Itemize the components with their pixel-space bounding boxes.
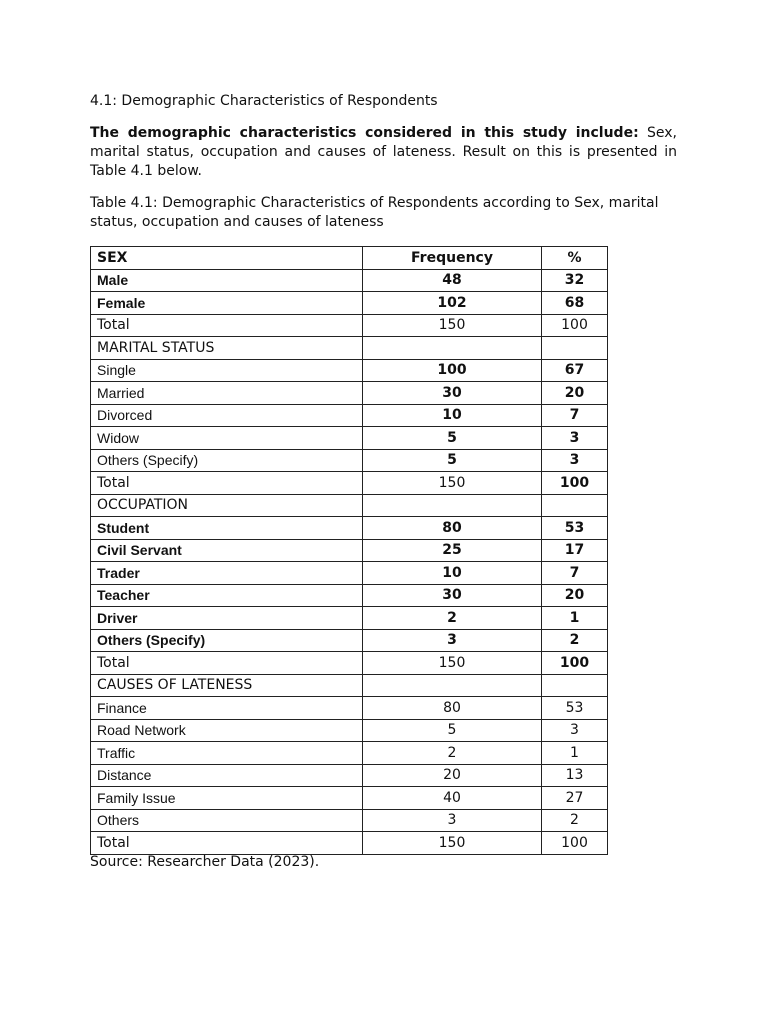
row-percent: 100 [542, 472, 608, 495]
table-row [91, 607, 608, 630]
row-percent: 3 [542, 427, 608, 450]
table-row [91, 292, 608, 315]
row-percent: 27 [542, 787, 608, 810]
row-frequency: 5 [363, 719, 542, 742]
table-row [91, 719, 608, 742]
row-label: Trader [91, 562, 363, 585]
row-percent: 68 [542, 292, 608, 315]
header-percent: % [542, 247, 608, 270]
row-frequency: 150 [363, 832, 542, 855]
table-row [91, 517, 608, 540]
row-label: Distance [91, 764, 363, 787]
table-row [91, 269, 608, 292]
row-percent: 1 [542, 607, 608, 630]
row-label: MARITAL STATUS [91, 337, 363, 360]
row-label: Female [91, 292, 363, 315]
row-percent: 20 [542, 584, 608, 607]
table-row [91, 697, 608, 720]
row-frequency: 5 [363, 449, 542, 472]
row-percent: 67 [542, 359, 608, 382]
row-percent: 13 [542, 764, 608, 787]
row-frequency: 30 [363, 584, 542, 607]
row-frequency: 2 [363, 607, 542, 630]
header-sex: SEX [91, 247, 363, 270]
row-percent: 32 [542, 269, 608, 292]
row-frequency: 80 [363, 697, 542, 720]
row-label: Civil Servant [91, 539, 363, 562]
table-row [91, 427, 608, 450]
intro-paragraph [90, 124, 677, 181]
row-frequency: 2 [363, 742, 542, 765]
intro-bold-lead: The demographic characteristics considered in this study include: [90, 125, 639, 141]
table-row [91, 787, 608, 810]
section-heading: 4.1: Demographic Characteristics of Respondents [90, 93, 438, 109]
row-label: Total [91, 472, 363, 495]
table-row [91, 629, 608, 652]
row-frequency [363, 337, 542, 360]
row-frequency: 40 [363, 787, 542, 810]
row-percent: 20 [542, 382, 608, 405]
row-label: Teacher [91, 584, 363, 607]
row-frequency: 10 [363, 562, 542, 585]
row-label: Family Issue [91, 787, 363, 810]
row-percent: 7 [542, 404, 608, 427]
row-label: Student [91, 517, 363, 540]
row-percent: 1 [542, 742, 608, 765]
row-label: Driver [91, 607, 363, 630]
row-frequency: 80 [363, 517, 542, 540]
table-header-row [91, 247, 608, 270]
table-row [91, 809, 608, 832]
row-percent [542, 494, 608, 517]
row-percent: 100 [542, 314, 608, 337]
row-percent: 100 [542, 832, 608, 855]
table-row [91, 652, 608, 675]
table-row [91, 494, 608, 517]
row-label: OCCUPATION [91, 494, 363, 517]
table-row [91, 562, 608, 585]
table-caption: Table 4.1: Demographic Characteristics of Respondents according to Sex, marital status, occupation and causes of lateness [90, 195, 659, 230]
source-note: Source: Researcher Data (2023). [90, 854, 320, 870]
row-percent: 17 [542, 539, 608, 562]
row-frequency: 150 [363, 314, 542, 337]
row-percent [542, 337, 608, 360]
row-percent: 100 [542, 652, 608, 675]
row-label: Widow [91, 427, 363, 450]
row-percent: 2 [542, 809, 608, 832]
row-frequency: 102 [363, 292, 542, 315]
row-percent: 53 [542, 697, 608, 720]
table-row [91, 314, 608, 337]
demographics-table [90, 246, 608, 855]
table-row [91, 382, 608, 405]
table-row [91, 449, 608, 472]
row-percent: 3 [542, 449, 608, 472]
table-row [91, 742, 608, 765]
table-row [91, 584, 608, 607]
table-row [91, 764, 608, 787]
row-frequency: 150 [363, 472, 542, 495]
row-label: Total [91, 832, 363, 855]
row-frequency: 48 [363, 269, 542, 292]
row-label: Single [91, 359, 363, 382]
row-percent: 7 [542, 562, 608, 585]
row-label: Finance [91, 697, 363, 720]
table-body [91, 269, 608, 854]
row-percent [542, 674, 608, 697]
row-label: Traffic [91, 742, 363, 765]
row-frequency [363, 494, 542, 517]
table-row [91, 337, 608, 360]
header-frequency: Frequency [363, 247, 542, 270]
table-row [91, 472, 608, 495]
row-frequency: 5 [363, 427, 542, 450]
row-label: Others [91, 809, 363, 832]
row-label: Divorced [91, 404, 363, 427]
row-frequency: 3 [363, 629, 542, 652]
row-label: Male [91, 269, 363, 292]
row-frequency [363, 674, 542, 697]
table-row [91, 539, 608, 562]
row-percent: 3 [542, 719, 608, 742]
row-label: Others (Specify) [91, 629, 363, 652]
table-row [91, 404, 608, 427]
row-frequency: 30 [363, 382, 542, 405]
row-percent: 53 [542, 517, 608, 540]
table-row [91, 674, 608, 697]
row-percent: 2 [542, 629, 608, 652]
row-frequency: 150 [363, 652, 542, 675]
row-label: Married [91, 382, 363, 405]
row-label: Total [91, 314, 363, 337]
row-label: Others (Specify) [91, 449, 363, 472]
row-label: CAUSES OF LATENESS [91, 674, 363, 697]
table-row [91, 359, 608, 382]
row-label: Road Network [91, 719, 363, 742]
table-row [91, 832, 608, 855]
row-frequency: 20 [363, 764, 542, 787]
intro-text: Sex, marital status, occupation and causes of lateness. Result on this is presented in Table 4.1 below. [90, 125, 677, 179]
row-frequency: 25 [363, 539, 542, 562]
row-label: Total [91, 652, 363, 675]
row-frequency: 100 [363, 359, 542, 382]
row-frequency: 10 [363, 404, 542, 427]
row-frequency: 3 [363, 809, 542, 832]
